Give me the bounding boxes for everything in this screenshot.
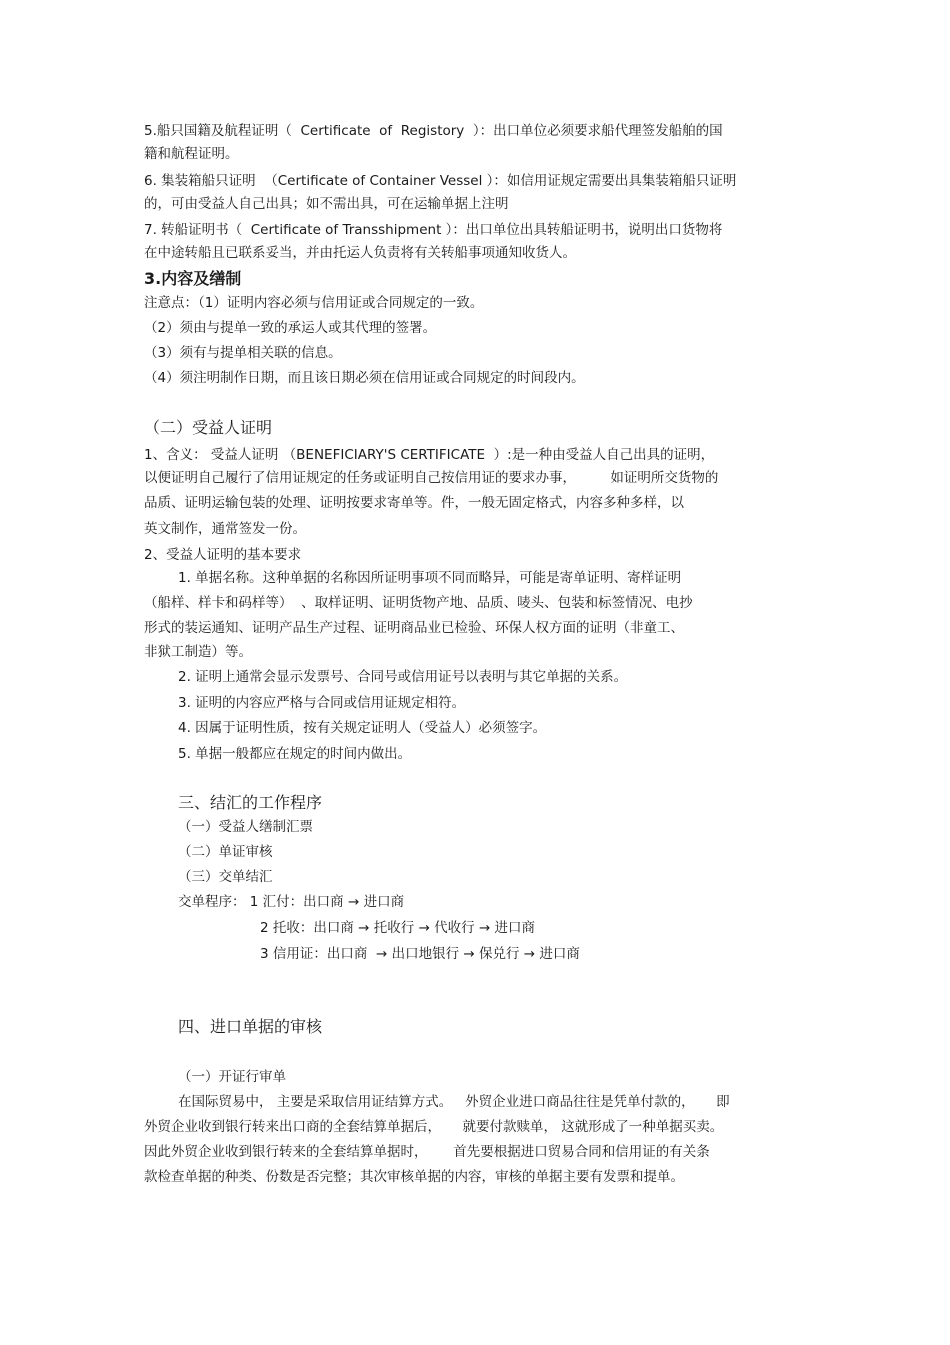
text-line: 6. 集装箱船只证明 （Certificate of Container Vessel ）：如信用证规定需要出具集装箱船只证明	[144, 173, 737, 189]
text-line: （4）须注明制作日期，而且该日期必须在信用证或合同规定的时间段内。	[144, 370, 585, 386]
text-line: （船样、样卡和码样等） 、取样证明、证明货物产地、品质、唛头、包装和标签情况、电抄	[144, 595, 693, 611]
text-line: 因此外贸企业收到银行转来的全套结算单据时， 首先要根据进口贸易合同和信用证的有关条	[144, 1144, 710, 1160]
text-line: 的，可由受益人自己出具；如不需出具，可在运输单据上注明	[144, 196, 509, 212]
text-line: 4. 因属于证明性质，按有关规定证明人（受益人）必须签字。	[178, 720, 547, 736]
section-heading: 四、进口单据的审核	[178, 1017, 323, 1036]
section-heading: （二）受益人证明	[144, 418, 273, 437]
text-line: （3）须有与提单相关联的信息。	[144, 345, 342, 361]
text-line: 5. 单据一般都应在规定的时间内做出。	[178, 746, 412, 762]
text-line: 在国际贸易中， 主要是采取信用证结算方式。 外贸企业进口商品往往是凭单付款的， 即	[178, 1094, 730, 1110]
text-line: （2）须由与提单一致的承运人或其代理的签署。	[144, 320, 437, 336]
text-line: 形式的装运通知、证明产品生产过程、证明商品业已检验、环保人权方面的证明（非童工、	[144, 620, 684, 636]
text-line: 英文制作，通常签发一份。	[144, 521, 306, 537]
text-line: （一）受益人缮制汇票	[178, 819, 313, 835]
text-line: 籍和航程证明。	[144, 146, 239, 162]
text-line: 品质、证明运输包装的处理、证明按要求寄单等。件，一般无固定格式，内容多种多样，以	[144, 495, 684, 511]
section-heading: 3.内容及缮制	[144, 269, 242, 288]
text-line: 7. 转船证明书（ Certificate of Transshipment ）：出口单位出具转船证明书，说明出口货物将	[144, 222, 723, 238]
text-line: 5.船只国籍及航程证明（ Certificate of Registory ）：出口单位必须要求船代理签发船舶的国	[144, 123, 723, 139]
text-line: 1. 单据名称。这种单据的名称因所证明事项不同而略异，可能是寄单证明、寄样证明	[178, 570, 682, 586]
text-line: 2 托收：出口商 → 托收行 → 代收行 → 进口商	[260, 920, 536, 936]
text-line: 非狱工制造）等。	[144, 644, 252, 660]
text-line: 3 信用证：出口商 → 出口地银行 → 保兑行 → 进口商	[260, 946, 580, 962]
text-line: 3. 证明的内容应严格与合同或信用证规定相符。	[178, 695, 466, 711]
text-line: （一）开证行审单	[178, 1069, 286, 1085]
text-line: 2. 证明上通常会显示发票号、合同号或信用证号以表明与其它单据的关系。	[178, 669, 628, 685]
text-line: （二）单证审核	[178, 844, 273, 860]
text-line: 注意点：（1）证明内容必须与信用证或合同规定的一致。	[144, 295, 484, 311]
text-line: 2、受益人证明的基本要求	[144, 547, 302, 563]
text-line: 交单程序： 1 汇付：出口商 → 进口商	[178, 894, 405, 910]
section-heading: 三、结汇的工作程序	[178, 793, 323, 812]
text-line: 外贸企业收到银行转来出口商的全套结算单据后， 就要付款赎单， 这就形成了一种单据买卖。	[144, 1119, 724, 1135]
text-line: 1、含义： 受益人证明 （BENEFICIARY'S CERTIFICATE ）:是一种由受益人自己出具的证明，	[144, 447, 715, 463]
text-line: （三）交单结汇	[178, 869, 273, 885]
text-line: 款检查单据的种类、份数是否完整；其次审核单据的内容，审核的单据主要有发票和提单。	[144, 1169, 684, 1185]
text-line: 以便证明自己履行了信用证规定的任务或证明自己按信用证的要求办事， 如证明所交货物的	[144, 470, 719, 486]
text-line: 在中途转船且已联系妥当，并由托运人负责将有关转船事项通知收货人。	[144, 245, 576, 261]
